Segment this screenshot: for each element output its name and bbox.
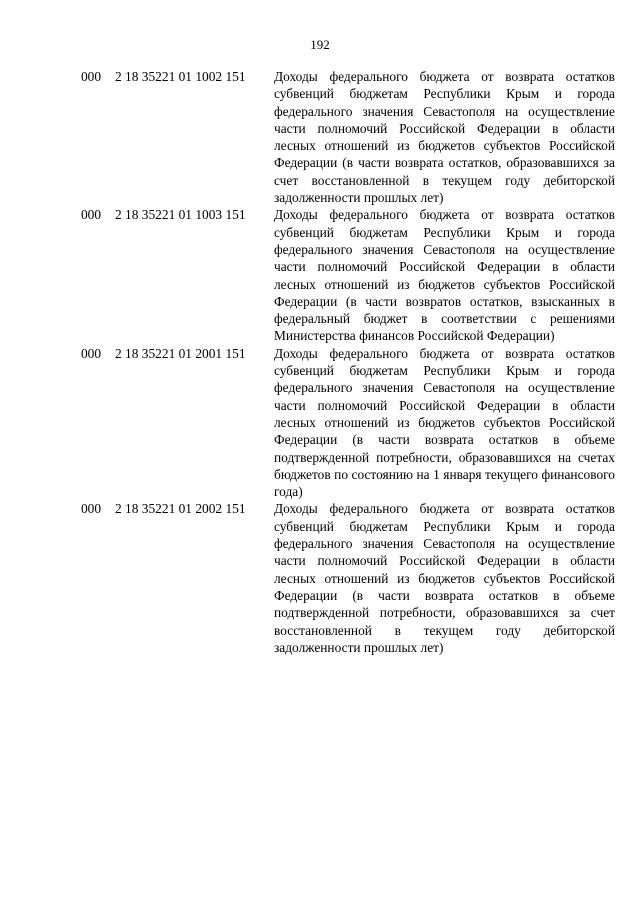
budget-code: 2 18 35221 01 1003 151 [115,207,246,223]
table-row [70,345,615,501]
revenue-name: Доходы федерального бюджета от возврата остатков субвенций бюджетам Республики Крым и города федерального значения Севастополя на осуществление части полномочий Российской Федерации в области лесных отношений из бюджетов субъектов Российской Федерации (в части возврата остатков, образовавшихся за счет восстановленной в текущем году дебиторской задолженности прошлых лет) [274,69,615,206]
table-row [70,500,615,656]
budget-code-table [70,68,615,656]
table-row [70,206,615,344]
page-number: 192 [310,37,330,52]
budget-code: 2 18 35221 01 2002 151 [115,501,246,517]
admin-code: 000 [80,69,102,84]
admin-code: 000 [80,207,102,223]
revenue-name: Доходы федерального бюджета от возврата остатков субвенций бюджетам Республики Крым и города федерального значения Севастополя на осуществление части полномочий Российской Федерации в области лесных отношений из бюджетов субъектов Российской Федерации (в части возвратов остатков, взысканных в федеральный бюджет в соответствии с решениями Министерства финансов Российской Федерации) [274,207,615,344]
admin-code: 000 [80,501,102,517]
budget-code: 2 18 35221 01 1002 151 [115,69,246,84]
admin-code: 000 [80,345,102,361]
revenue-name: Доходы федерального бюджета от возврата остатков субвенций бюджетам Республики Крым и города федерального значения Севастополя на осуществление части полномочий Российской Федерации в области лесных отношений из бюджетов субъектов Российской Федерации (в части возврата остатков в объеме подтвержденной потребности, образовавшихся за счет восстановленной в текущем году дебиторской задолженности прошлых лет) [274,501,615,655]
revenue-name: Доходы федерального бюджета от возврата остатков субвенций бюджетам Республики Крым и города федерального значения Севастополя на осуществление части полномочий Российской Федерации в области лесных отношений из бюджетов субъектов Российской Федерации (в части возврата остатков в объеме подтвержденной потребности, образовавшихся на счетах бюджетов по состоянию на 1 января текущего финансового года) [274,345,615,500]
table-row [70,68,615,206]
budget-code: 2 18 35221 01 2001 151 [115,345,246,361]
